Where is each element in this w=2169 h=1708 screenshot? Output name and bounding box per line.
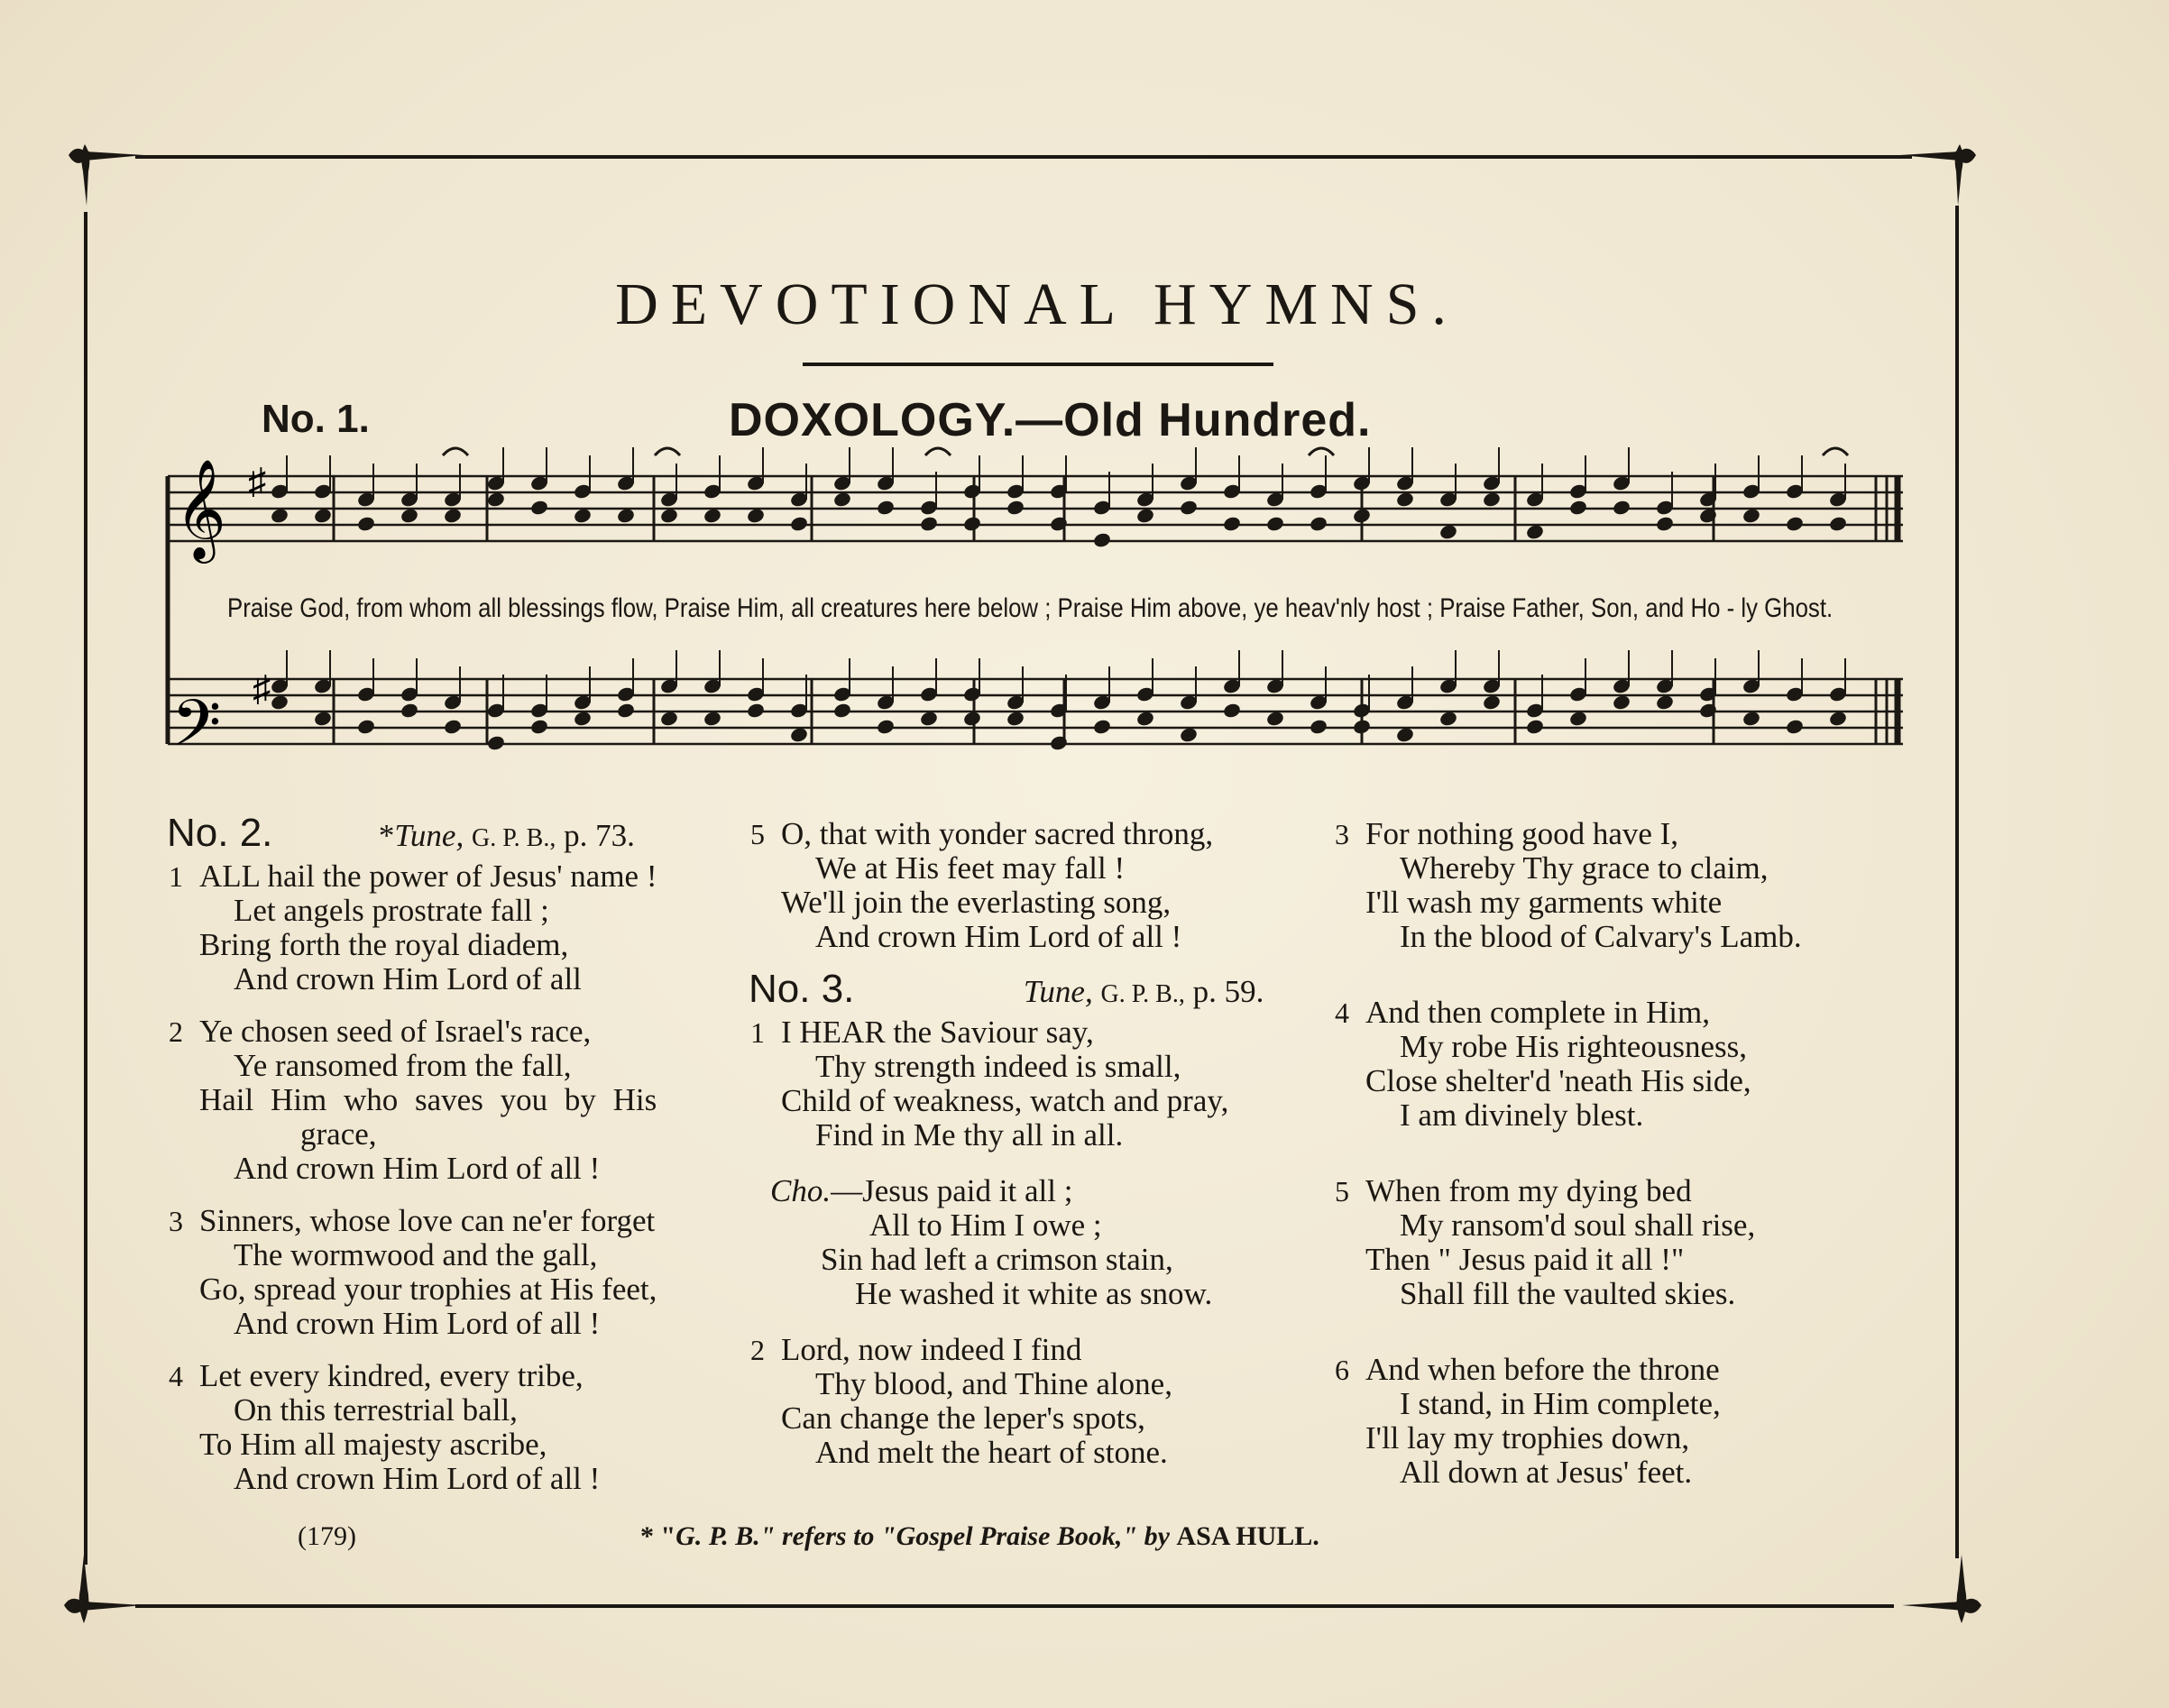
verse-line: —Jesus paid it all ; <box>831 1173 1073 1208</box>
verse-line: I am divinely blest. <box>1400 1097 1644 1133</box>
chorus-label: Cho. <box>770 1173 832 1208</box>
verse-line: Hail Him who saves you by His <box>199 1082 657 1117</box>
column-2 <box>749 817 1326 1470</box>
hymn3-stanza-4 <box>1335 995 1910 1133</box>
note-head <box>1049 734 1069 751</box>
hymn3-stanza-3 <box>1335 816 1910 954</box>
verse-line: We'll join the everlasting song, <box>781 885 1172 920</box>
hymn2-stanza-2 <box>169 1014 744 1186</box>
verse-line: And crown Him Lord of all ! <box>234 1461 601 1496</box>
hymn2-tune-ref: G. P. B., <box>471 824 556 852</box>
note-head <box>876 499 896 516</box>
verse-line: Thy strength indeed is small, <box>815 1049 1181 1084</box>
note-head <box>832 702 852 719</box>
verse-line: Thy blood, and Thine alone, <box>815 1366 1172 1401</box>
footnote-author: ASA HULL. <box>1176 1521 1319 1551</box>
note-head <box>529 499 549 516</box>
note-head <box>1785 515 1805 532</box>
note-head <box>1222 702 1242 719</box>
verse-line: Find in Me thy all in all. <box>815 1117 1124 1152</box>
note-head <box>962 515 982 532</box>
note-head <box>1655 515 1675 532</box>
hymn1-lyric: Praise God, from whom all blessings flow, Praise Him, all creatures here below ; Praise Him above, ye heav'nly host ; Praise Father, Son, and Ho - ly Ghost. <box>227 593 1834 623</box>
footnote-book: Gospel Praise Book," <box>896 1521 1138 1551</box>
verse-line: To Him all majesty ascribe, <box>199 1427 547 1462</box>
note-head <box>1179 499 1199 516</box>
hymn3-tune-page: p. 59. <box>1192 974 1264 1009</box>
verse-line: On this terrestrial ball, <box>234 1392 518 1428</box>
note-head <box>616 702 636 719</box>
title-rule <box>803 363 1273 366</box>
fermata-icon <box>925 448 951 455</box>
verse-line: Whereby Thy grace to claim, <box>1400 850 1769 886</box>
verse-line: Lord, now indeed I find <box>781 1332 1082 1367</box>
verse-line: Let every kindred, every tribe, <box>199 1358 584 1393</box>
verse-line: For nothing good have I, <box>1365 816 1679 851</box>
hymn1-title: DOXOLOGY.—Old Hundred. <box>729 394 1372 446</box>
stanza-number: 1 <box>750 1016 765 1049</box>
verse-line: And when before the throne <box>1365 1352 1720 1387</box>
stanza-number: 4 <box>169 1360 183 1392</box>
treble-clef-icon: 𝄞 <box>175 461 226 557</box>
note-head <box>1785 718 1805 735</box>
hymn3-tune-word: Tune, <box>1023 974 1093 1009</box>
hymn2-stanza-5 <box>750 816 1326 954</box>
hymn2-header <box>167 811 744 856</box>
note-head <box>1309 718 1328 735</box>
stanza-number: 5 <box>750 818 765 850</box>
frame-right-rule <box>1955 206 1959 1558</box>
note-head <box>1698 702 1718 719</box>
verse-line: Can change the leper's spots, <box>781 1400 1145 1436</box>
footnote <box>640 1521 1319 1552</box>
page-number: (179) <box>298 1521 356 1551</box>
footnote-star: * " <box>640 1521 676 1551</box>
column-3 <box>1333 817 1910 1490</box>
verse-line: I stand, in Him complete, <box>1400 1386 1721 1421</box>
note-head <box>486 734 506 751</box>
column-1 <box>167 811 744 1496</box>
sharp-icon: ♯ <box>253 668 271 709</box>
note-head <box>1006 499 1025 516</box>
hymn2-number: No. 2. <box>167 811 273 855</box>
hymn2-stanza-4 <box>169 1358 744 1496</box>
verse-line: My robe His righteousness, <box>1400 1029 1747 1064</box>
hymn1-number: No. 1. <box>262 397 370 441</box>
verse-line: I'll lay my trophies down, <box>1365 1420 1690 1455</box>
hymn3-tune-ref: G. P. B., <box>1100 980 1185 1008</box>
stanza-number: 3 <box>1335 818 1349 850</box>
note-head <box>400 702 419 719</box>
frame-top-rule <box>135 155 1912 159</box>
page-title: DEVOTIONAL HYMNS. <box>615 271 1459 337</box>
verse-line: ALL hail the power of Jesus' name ! <box>199 859 657 894</box>
note-head <box>1222 515 1242 532</box>
note-head <box>1525 718 1545 735</box>
stanza-number: 2 <box>169 1015 183 1048</box>
note-head <box>356 515 376 532</box>
verse-line: Sin had left a crimson stain, <box>821 1242 1173 1277</box>
hymn2-stanza-3 <box>169 1203 744 1341</box>
corner-ornament-icon <box>59 1551 144 1632</box>
footnote-mid: refers to " <box>781 1521 896 1551</box>
hymn3-chorus <box>770 1174 1326 1311</box>
stanza-number: 1 <box>169 860 183 893</box>
note-head <box>1265 515 1285 532</box>
verse-line: In the blood of Calvary's Lamb. <box>1400 919 1802 954</box>
note-head <box>746 702 766 719</box>
stanza-number: 6 <box>1335 1354 1349 1386</box>
hymn3-stanza-2 <box>750 1332 1326 1470</box>
hymn3-stanza-5 <box>1335 1173 1910 1311</box>
verse-line: We at His feet may fall ! <box>815 850 1126 886</box>
note-head <box>1352 718 1372 735</box>
verse-line: I'll wash my garments white <box>1365 885 1723 920</box>
verse-line: And melt the heart of stone. <box>815 1435 1168 1470</box>
note-head <box>789 515 809 532</box>
hymn3-number: No. 3. <box>749 967 855 1011</box>
verse-line: Bring forth the royal diadem, <box>199 927 569 962</box>
verse-line: Child of weakness, watch and pray, <box>781 1083 1229 1118</box>
verse-line: Shall fill the vaulted skies. <box>1400 1276 1736 1311</box>
note-head <box>1092 718 1112 735</box>
hymn3-stanza-6 <box>1335 1352 1910 1490</box>
note-head <box>919 515 939 532</box>
corner-ornament-icon <box>1901 1551 1987 1632</box>
verse-line: And then complete in Him, <box>1365 995 1711 1030</box>
fermata-icon <box>1823 448 1848 455</box>
note-head <box>1092 531 1112 548</box>
verse-line: Go, spread your trophies at His feet, <box>199 1272 657 1307</box>
note-head <box>529 718 549 735</box>
stanza-number: 3 <box>169 1205 183 1237</box>
verse-line: Ye ransomed from the fall, <box>234 1048 572 1083</box>
fermata-icon <box>655 448 680 455</box>
note-head <box>443 718 463 735</box>
note-head <box>1568 499 1588 516</box>
verse-line: Let angels prostrate fall ; <box>234 893 549 928</box>
hymn2-tune-page: p. 73. <box>564 818 635 853</box>
fermata-icon <box>443 448 468 455</box>
footnote-by: by <box>1144 1521 1170 1551</box>
hymn2-tune-star: * <box>378 818 395 853</box>
verse-line: And crown Him Lord of all <box>234 961 582 996</box>
verse-line: All to Him I owe ; <box>869 1208 1102 1243</box>
verse-line: And crown Him Lord of all ! <box>234 1306 601 1341</box>
hymn3-stanza-1 <box>750 1015 1326 1152</box>
stanza-number: 2 <box>750 1334 765 1366</box>
note-head <box>1049 515 1069 532</box>
verse-line: All down at Jesus' feet. <box>1400 1455 1693 1490</box>
verse-line: The wormwood and the gall, <box>234 1237 598 1272</box>
verse-line: grace, <box>300 1116 377 1152</box>
treble-staff <box>168 476 1903 541</box>
verse-line: Sinners, whose love can ne'er forget <box>199 1203 656 1238</box>
verse-line: Then " Jesus paid it all !" <box>1365 1242 1685 1277</box>
verse-line: And crown Him Lord of all ! <box>234 1151 601 1186</box>
verse-line: When from my dying bed <box>1365 1173 1692 1208</box>
verse-line: He washed it white as snow. <box>855 1276 1213 1311</box>
stanza-number: 5 <box>1335 1175 1349 1208</box>
sharp-icon: ♯ <box>248 461 266 501</box>
footnote-abbr: G. P. B." <box>676 1521 776 1551</box>
corner-ornament-icon <box>1898 135 1980 207</box>
hymn3-header <box>749 967 1326 1012</box>
verse-line: O, that with yonder sacred throng, <box>781 816 1214 851</box>
verse-line: My ransom'd soul shall rise, <box>1400 1208 1756 1243</box>
bass-clef-icon: 𝄢 <box>171 688 222 775</box>
hymn2-tune-word: Tune, <box>394 818 464 853</box>
note-head <box>1612 499 1631 516</box>
verse-line: Close shelter'd 'neath His side, <box>1365 1063 1751 1098</box>
frame-left-rule <box>84 212 87 1565</box>
bass-staff <box>168 679 1903 744</box>
verse-line: I HEAR the Saviour say, <box>781 1015 1094 1050</box>
verse-line: And crown Him Lord of all ! <box>815 919 1182 954</box>
stanza-number: 4 <box>1335 996 1349 1029</box>
corner-ornament-icon <box>65 135 146 207</box>
fermata-icon <box>1309 448 1334 455</box>
note-head <box>1309 515 1328 532</box>
frame-bottom-rule <box>135 1604 1894 1608</box>
note-head <box>876 718 896 735</box>
note-head <box>356 718 376 735</box>
hymn2-stanza-1 <box>169 859 744 996</box>
verse-line: Ye chosen seed of Israel's race, <box>199 1014 592 1049</box>
note-head <box>1828 515 1848 532</box>
music-score <box>162 446 1912 816</box>
